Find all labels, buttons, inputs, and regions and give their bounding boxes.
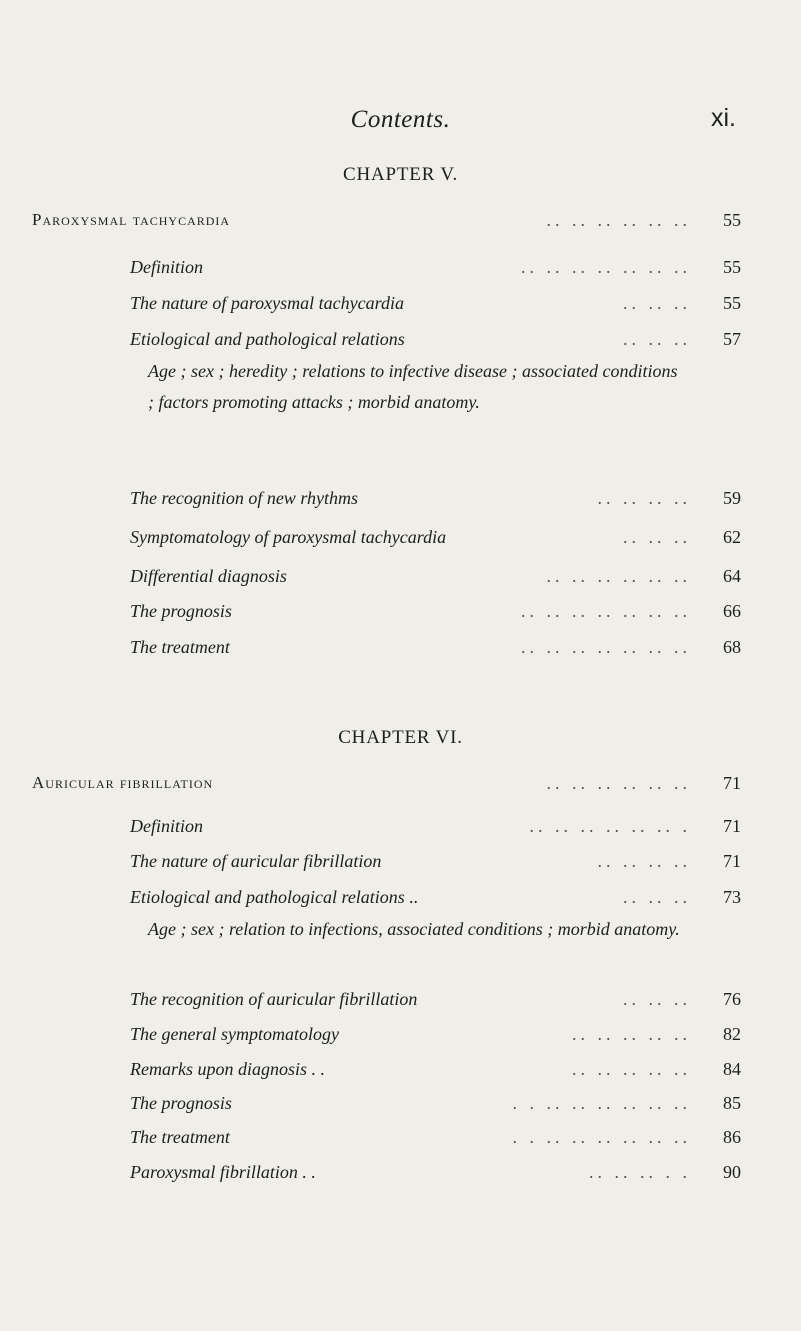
- toc-entry-page: 71: [723, 773, 741, 793]
- toc-entry-title: Paroxysmal fibrillation . .: [130, 1162, 316, 1182]
- toc-entry-page: 55: [723, 210, 741, 230]
- toc-entry: [0, 1059, 801, 1083]
- toc-entry-title: Symptomatology of paroxysmal tachycardia: [130, 527, 447, 547]
- toc-entry: [0, 816, 801, 840]
- toc-entry-title: The prognosis: [130, 1093, 232, 1113]
- toc-entry: [0, 1024, 801, 1048]
- toc-leader-dots: .. .. .. .. .. ..: [546, 566, 691, 586]
- page-number: xi.: [711, 104, 736, 132]
- toc-entry-page: 59: [723, 488, 741, 508]
- toc-entry-page: 82: [723, 1024, 741, 1044]
- toc-entry-title: The recognition of auricular fibrillation: [130, 989, 418, 1009]
- toc-entry: [0, 293, 801, 317]
- toc-leader-dots: .. .. .. .. ..: [572, 1024, 691, 1044]
- toc-leader-dots: .. .. .. .. .. .. ..: [521, 601, 691, 621]
- toc-entry: [0, 989, 801, 1013]
- toc-main-entry: [0, 210, 801, 234]
- toc-leader-dots: .. .. .. .. .. .. ..: [521, 257, 691, 277]
- toc-leader-dots: . . .. .. .. .. .. ..: [512, 1093, 691, 1113]
- toc-entry: [0, 566, 801, 590]
- toc-leader-dots: .. .. .. . .: [589, 1162, 691, 1182]
- toc-entry: [0, 488, 801, 512]
- toc-entry-page: 66: [723, 601, 741, 621]
- toc-entry: [0, 1127, 801, 1151]
- chapter-heading: CHAPTER VI.: [338, 727, 463, 748]
- toc-leader-dots: .. .. ..: [623, 293, 691, 313]
- toc-leader-dots: .. .. .. .. .. .. .: [529, 816, 691, 836]
- toc-entry-title: Definition: [130, 257, 203, 277]
- toc-entry-page: 86: [723, 1127, 741, 1147]
- toc-entry-page: 90: [723, 1162, 741, 1182]
- toc-entry: [0, 851, 801, 875]
- toc-leader-dots: .. .. ..: [623, 329, 691, 349]
- toc-entry: [0, 601, 801, 625]
- toc-leader-dots: .. .. ..: [623, 887, 691, 907]
- toc-entry-title: The nature of paroxysmal tachycardia: [130, 293, 404, 313]
- toc-entry-title: The recognition of new rhythms: [130, 488, 358, 508]
- toc-entry-title: The general symptomatology: [130, 1024, 339, 1044]
- toc-leader-dots: .. .. .. .. .. ..: [546, 773, 691, 793]
- toc-leader-dots: .. .. ..: [623, 989, 691, 1009]
- toc-entry-title: Auricular fibrillation: [32, 773, 214, 792]
- chapter-heading: CHAPTER V.: [343, 164, 458, 185]
- toc-entry-title: The prognosis: [130, 601, 232, 621]
- toc-leader-dots: .. .. ..: [623, 527, 691, 547]
- toc-entry-title: Definition: [130, 816, 203, 836]
- toc-entry: [0, 637, 801, 661]
- toc-leader-dots: .. .. .. .. .. ..: [546, 210, 691, 230]
- toc-entry-title: Paroxysmal tachycardia: [32, 210, 231, 229]
- toc-entry: [0, 887, 801, 911]
- toc-entry-page: 76: [723, 989, 741, 1009]
- toc-entry-title: The treatment: [130, 637, 230, 657]
- toc-entry: [0, 1093, 801, 1117]
- toc-entry-page: 64: [723, 566, 741, 586]
- toc-entry-page: 68: [723, 637, 741, 657]
- toc-leader-dots: .. .. .. .. .. .. ..: [521, 637, 691, 657]
- toc-leader-dots: .. .. .. ..: [597, 851, 691, 871]
- toc-leader-dots: . . .. .. .. .. .. ..: [512, 1127, 691, 1147]
- toc-entry: [0, 257, 801, 281]
- toc-entry-page: 57: [723, 329, 741, 349]
- toc-main-entry: [0, 773, 801, 797]
- toc-entry-page: 62: [723, 527, 741, 547]
- toc-entry-page: 71: [723, 851, 741, 871]
- toc-entry-note: Age ; sex ; heredity ; relations to infective disease ; associated conditions ; factors promoting attacks ; morbid anatomy.: [148, 361, 678, 412]
- toc-entry-page: 84: [723, 1059, 741, 1079]
- toc-entry: [0, 527, 801, 551]
- toc-entry-title: Remarks upon diagnosis . .: [130, 1059, 325, 1079]
- toc-entry-page: 55: [723, 257, 741, 277]
- toc-leader-dots: .. .. .. .. ..: [572, 1059, 691, 1079]
- toc-entry: [0, 329, 801, 353]
- toc-entry-page: 73: [723, 887, 741, 907]
- toc-entry-note: Age ; sex ; relation to infections, associated conditions ; morbid anatomy.: [148, 919, 680, 939]
- toc-entry-title: Etiological and pathological relations ..: [130, 887, 419, 907]
- toc-entry-page: 71: [723, 816, 741, 836]
- toc-entry-title: Etiological and pathological relations: [130, 329, 405, 349]
- toc-entry-page: 85: [723, 1093, 741, 1113]
- toc-entry-title: The nature of auricular fibrillation: [130, 851, 382, 871]
- toc-entry-title: The treatment: [130, 1127, 230, 1147]
- toc-entry-page: 55: [723, 293, 741, 313]
- toc-entry-title: Differential diagnosis: [130, 566, 287, 586]
- toc-entry: [0, 1162, 801, 1186]
- toc-leader-dots: .. .. .. ..: [597, 488, 691, 508]
- running-header-title: Contents.: [350, 106, 451, 133]
